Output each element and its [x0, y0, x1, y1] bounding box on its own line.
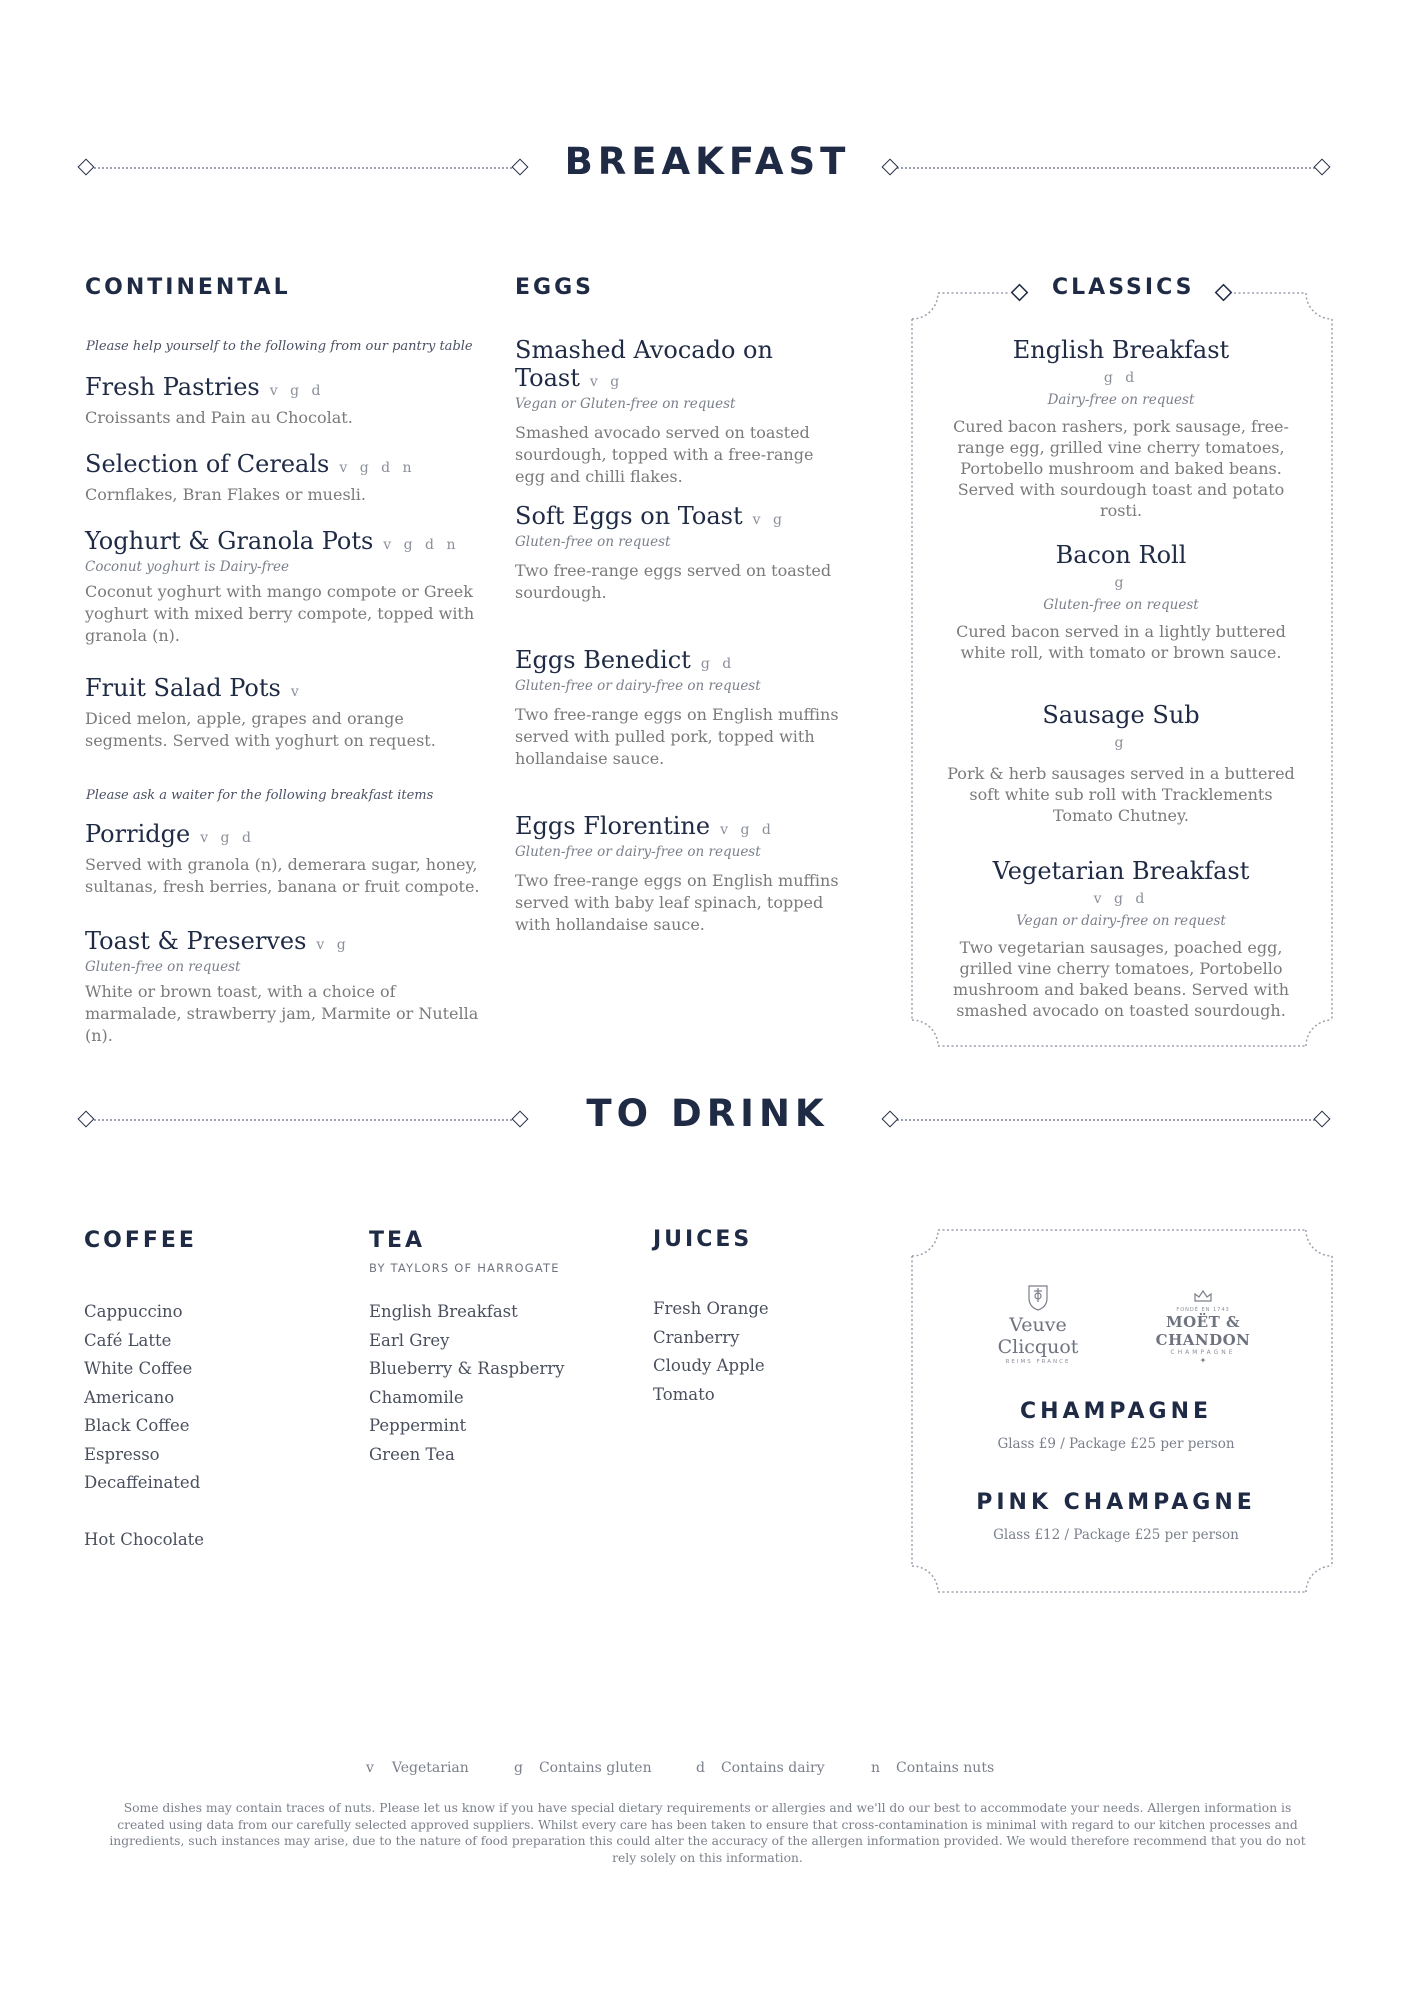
item-note: Gluten-free on request: [1043, 597, 1199, 613]
item-name: Toast & Preserves: [85, 927, 307, 955]
item-name: Selection of Cereals: [85, 450, 330, 478]
menu-item-smashed-avocado: [515, 336, 845, 488]
menu-item-english-breakfast: [941, 336, 1301, 521]
item-desc: Croissants and Pain au Chocolat.: [85, 408, 353, 427]
item-note: Dairy-free on request: [1047, 392, 1195, 408]
logo-topline: FONDÉ EN 1743: [1176, 1307, 1230, 1313]
juices-list: [653, 1295, 769, 1409]
item-note: Vegan or dairy-free on request: [1016, 913, 1226, 929]
menu-item-eggs-benedict: [515, 646, 845, 770]
legend-vegetarian: [366, 1760, 469, 1776]
classics-title: CLASSICS: [1052, 275, 1195, 300]
item-tags: v g d: [720, 822, 775, 838]
tea-list: [369, 1298, 565, 1469]
item-tags: v g d: [200, 830, 255, 846]
list-item: English Breakfast: [369, 1302, 518, 1321]
item-name: Vegetarian Breakfast: [992, 857, 1250, 885]
crown-icon: [1193, 1289, 1213, 1303]
item-tags: v g: [589, 374, 624, 390]
list-item: Peppermint: [369, 1416, 467, 1435]
juices-title: JUICES: [653, 1227, 753, 1252]
legend-key: v: [366, 1760, 374, 1776]
item-name: Eggs Benedict: [515, 646, 691, 674]
champagne-price: Glass £9 / Package £25 per person: [997, 1436, 1235, 1452]
item-tags: v g d: [269, 383, 325, 399]
list-item: White Coffee: [84, 1359, 193, 1378]
item-note: Gluten-free or dairy-free on request: [515, 678, 761, 694]
item-name: Porridge: [85, 820, 191, 848]
menu-item-eggs-florentine: [515, 812, 845, 936]
pink-champagne-title: PINK CHAMPAGNE: [976, 1490, 1256, 1515]
list-item: Café Latte: [84, 1330, 172, 1350]
item-desc: Two free-range eggs served on toasted sourdough.: [515, 561, 832, 602]
coffee-list: [84, 1298, 204, 1554]
item-desc: Cornflakes, Bran Flakes or muesli.: [85, 485, 366, 504]
item-tags: v g: [752, 512, 786, 528]
item-name: Fruit Salad Pots: [85, 674, 281, 702]
legend-label: Contains dairy: [720, 1760, 825, 1776]
item-note: Coconut yoghurt is Dairy-free: [85, 559, 290, 575]
logo-subline: REIMS FRANCE: [1005, 1359, 1071, 1365]
breakfast-title: BREAKFAST: [564, 140, 851, 183]
logo-wordmark: Veuve Clicquot: [997, 1314, 1079, 1358]
menu-item-vegetarian-breakfast: [941, 857, 1301, 1021]
menu-item-toast-preserves: [85, 927, 495, 1047]
item-tags: g: [1114, 735, 1128, 751]
list-item: Americano: [84, 1387, 175, 1407]
item-tags: v: [290, 684, 303, 700]
legend-dairy: [696, 1760, 825, 1776]
item-note: Gluten-free on request: [85, 959, 241, 975]
item-name: Smashed Avocado on Toast: [515, 336, 773, 392]
pink-champagne-price: Glass £12 / Package £25 per person: [993, 1527, 1239, 1543]
legend-key: g: [514, 1760, 523, 1776]
menu-item-sausage-sub: [941, 701, 1301, 826]
crest-icon: [1025, 1282, 1051, 1312]
eggs-title: EGGS: [515, 275, 594, 300]
item-desc: Cured bacon rashers, pork sausage, free-range egg, grilled vine cherry tomatoes, Portobello mushroom and baked beans. Served with sourdough toast and potato rosti.: [953, 417, 1289, 520]
champagne-title: CHAMPAGNE: [1019, 1399, 1213, 1424]
list-item: Hot Chocolate: [84, 1529, 205, 1549]
item-name: Eggs Florentine: [515, 812, 711, 840]
item-desc: Two free-range eggs on English muffins served with pulled pork, topped with hollandaise sauce.: [515, 705, 839, 768]
continental-title: CONTINENTAL: [85, 275, 291, 300]
item-name: English Breakfast: [1012, 336, 1230, 364]
list-item: Chamomile: [369, 1387, 464, 1407]
logo-subline: CHAMPAGNE: [1170, 1349, 1236, 1356]
tea-title: TEA: [369, 1228, 426, 1253]
item-desc: Two free-range eggs on English muffins served with baby leaf spinach, topped with hollandaise sauce.: [515, 871, 839, 934]
item-name: Soft Eggs on Toast: [515, 502, 743, 530]
item-desc: Cured bacon served in a lightly buttered white roll, with tomato or brown sauce.: [956, 622, 1286, 662]
item-tags: v g d: [1093, 891, 1149, 907]
menu-item-porridge: [85, 820, 495, 898]
item-name: Bacon Roll: [1055, 541, 1187, 569]
list-item: Cappuccino: [84, 1302, 183, 1321]
item-desc: White or brown toast, with a choice of marmalade, strawberry jam, Marmite or Nutella (n).: [85, 982, 479, 1045]
menu-item-yoghurt-granola-pots: [85, 527, 485, 647]
item-name: Sausage Sub: [1042, 701, 1200, 729]
to-drink-header: [0, 1090, 1415, 1150]
item-name: Yoghurt & Granola Pots: [85, 527, 374, 555]
item-desc: Diced melon, apple, grapes and orange segments. Served with yoghurt on request.: [85, 709, 436, 750]
legend-nuts: [871, 1760, 994, 1776]
list-item: Blueberry & Raspberry: [369, 1359, 565, 1378]
item-tags: g d: [700, 656, 736, 672]
moet-chandon-logo: [1133, 1288, 1273, 1365]
pantry-note: Please help yourself to the following from our pantry table: [86, 339, 473, 354]
legend-label: Contains nuts: [896, 1760, 995, 1776]
item-tags: v g d n: [383, 537, 460, 553]
item-name: Fresh Pastries: [85, 373, 260, 401]
tea-subtitle: BY TAYLORS OF HARROGATE: [369, 1261, 560, 1275]
star-icon: ✦: [1199, 1356, 1207, 1365]
list-item: Fresh Orange: [653, 1299, 769, 1318]
to-drink-title: TO DRINK: [586, 1092, 829, 1135]
item-tags: v g d n: [339, 460, 416, 476]
list-item: Earl Grey: [369, 1330, 450, 1350]
item-desc: Smashed avocado served on toasted sourdough, topped with a free-range egg and chilli flakes.: [515, 423, 814, 486]
list-item: Decaffeinated: [84, 1473, 201, 1492]
list-item: Green Tea: [369, 1444, 455, 1464]
item-note: Vegan or Gluten-free on request: [515, 396, 736, 412]
item-desc: Two vegetarian sausages, poached egg, grilled vine cherry tomatoes, Portobello mushroom and baked beans. Served with smashed avocado on toasted sourdough.: [952, 938, 1289, 1020]
breakfast-header: [0, 138, 1415, 198]
item-tags: g d: [1103, 370, 1139, 386]
legend-key: n: [871, 1760, 881, 1776]
menu-item-fresh-pastries: [85, 373, 485, 429]
item-note: Gluten-free or dairy-free on request: [515, 844, 761, 860]
menu-item-selection-of-cereals: [85, 450, 485, 506]
logo-wordmark: MOËT & CHANDON: [1155, 1313, 1251, 1349]
legend-key: d: [696, 1760, 705, 1776]
list-item: Cloudy Apple: [653, 1356, 765, 1375]
list-item: Cranberry: [653, 1327, 740, 1347]
list-item: Espresso: [84, 1444, 160, 1464]
list-item: Tomato: [653, 1384, 715, 1404]
menu-item-bacon-roll: [941, 541, 1301, 663]
item-note: Gluten-free on request: [515, 534, 671, 550]
item-tags: v g: [316, 937, 350, 953]
menu-item-fruit-salad-pots: [85, 674, 485, 752]
veuve-clicquot-logo: [968, 1282, 1108, 1365]
legend-gluten: [514, 1760, 652, 1776]
legend-label: Contains gluten: [538, 1760, 652, 1776]
waiter-note: Please ask a waiter for the following breakfast items: [86, 788, 434, 803]
allergen-disclaimer: Some dishes may contain traces of nuts. Please let us know if you have special dietary requirements or allergies and we'll do our best to accommodate your needs. Allergen information is created using data from our carefully selected approved suppliers. Whilst every care has been taken to ensure that cross-contamination is minimal with regard to our kitchen processes and ingredients, such instances may arise, due to the nature of food preparation this could alter the accuracy of the allergen information provided. We would therefore recommend that you do not rely solely on this information.: [109, 1801, 1306, 1865]
item-tags: g: [1114, 575, 1128, 591]
menu-item-soft-eggs-on-toast: [515, 502, 845, 604]
list-item: Black Coffee: [84, 1416, 190, 1435]
item-desc: Served with granola (n), demerara sugar, honey, sultanas, fresh berries, banana or fruit compote.: [85, 855, 480, 896]
coffee-title: COFFEE: [84, 1228, 197, 1253]
legend-label: Vegetarian: [391, 1760, 469, 1776]
item-desc: Pork & herb sausages served in a buttered soft white sub roll with Tracklements Tomato Chutney.: [947, 764, 1295, 825]
item-desc: Coconut yoghurt with mango compote or Greek yoghurt with mixed berry compote, topped with granola (n).: [85, 582, 475, 645]
